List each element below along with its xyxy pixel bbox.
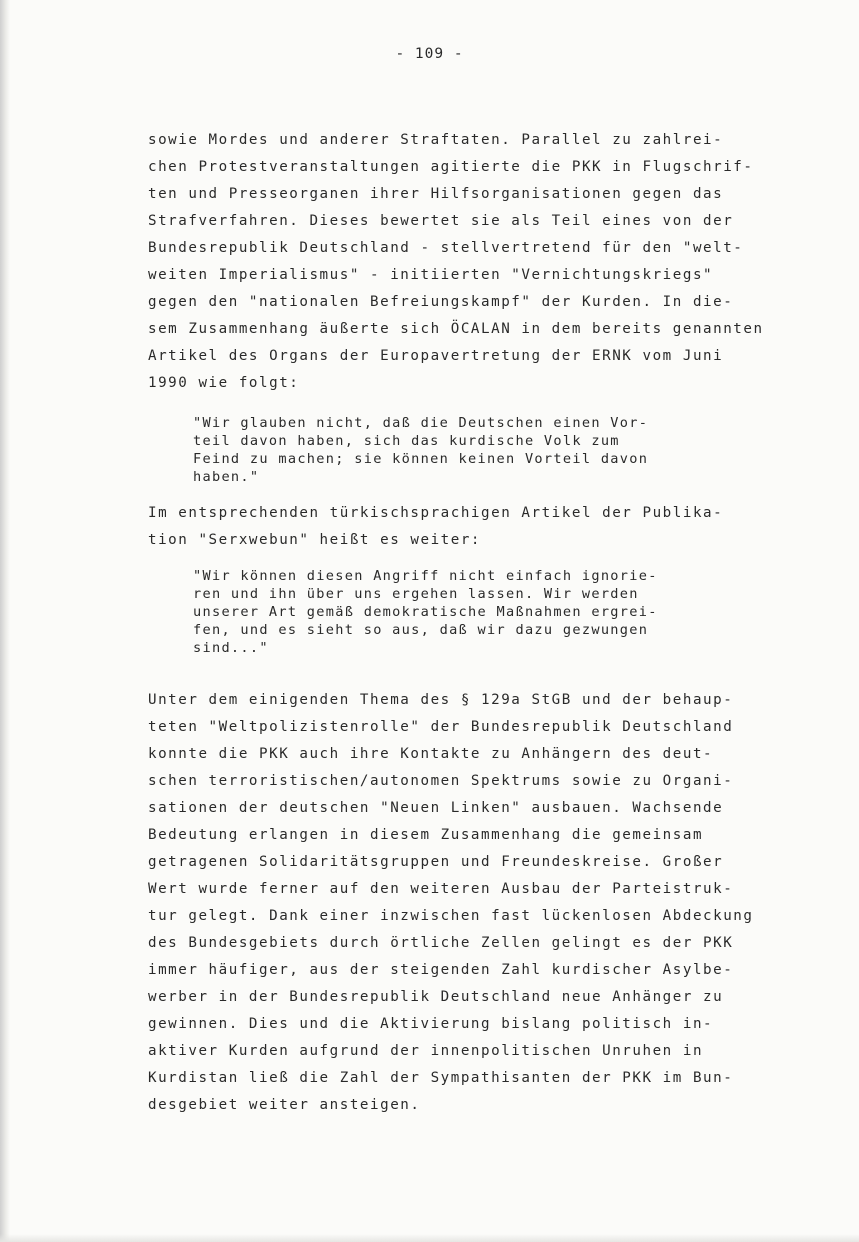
quote-line: haben." bbox=[193, 469, 260, 485]
text-line: Strafverfahren. Dieses bewertet sie als Teil eines von der bbox=[148, 213, 734, 229]
page-number: - 109 - bbox=[395, 46, 464, 62]
text-line: aktiver Kurden aufgrund der innenpolitischen Unruhen in bbox=[148, 1043, 704, 1059]
text-line: werber in der Bundesrepublik Deutschland neue Anhänger zu bbox=[148, 989, 724, 1005]
text-line: tur gelegt. Dank einer inzwischen fast lückenlosen Abdeckung bbox=[148, 908, 754, 924]
text-line: ten und Presseorganen ihrer Hilfsorganisationen gegen das bbox=[148, 186, 724, 202]
text-line: gegen den "nationalen Befreiungskampf" der Kurden. In die- bbox=[148, 294, 734, 310]
text-line: Bundesrepublik Deutschland - stellvertretend für den "welt- bbox=[148, 240, 744, 256]
text-line: Bedeutung erlangen in diesem Zusammenhang die gemeinsam bbox=[148, 827, 704, 843]
text-line: desgebiet weiter ansteigen. bbox=[148, 1097, 421, 1113]
quote-line: teil davon haben, sich das kurdische Volk zum bbox=[193, 433, 620, 449]
text-line: weiten Imperialismus" - initiierten "Vernichtungskriegs" bbox=[148, 267, 714, 283]
text-line: immer häufiger, aus der steigenden Zahl kurdischer Asylbe- bbox=[148, 962, 734, 978]
text-line: schen terroristischen/autonomen Spektrums sowie zu Organi- bbox=[148, 773, 734, 789]
quote-line: "Wir können diesen Angriff nicht einfach ignorie- bbox=[193, 568, 658, 584]
quote-line: Feind zu machen; sie können keinen Vorteil davon bbox=[193, 451, 649, 467]
quote-line: "Wir glauben nicht, daß die Deutschen einen Vor- bbox=[193, 415, 649, 431]
quote-line: unserer Art gemäß demokratische Maßnahmen ergrei- bbox=[193, 604, 658, 620]
text-line: tion "Serxwebun" heißt es weiter: bbox=[148, 532, 482, 548]
page-edge-shadow bbox=[0, 0, 10, 1242]
text-line: des Bundesgebiets durch örtliche Zellen gelingt es der PKK bbox=[148, 935, 734, 951]
text-line: Wert wurde ferner auf den weiteren Ausbau der Parteistruk- bbox=[148, 881, 734, 897]
text-line: Unter dem einigenden Thema des § 129a StGB und der behaup- bbox=[148, 692, 734, 708]
text-line: Artikel des Organs der Europavertretung der ERNK vom Juni bbox=[148, 348, 724, 364]
text-line: gewinnen. Dies und die Aktivierung bislang politisch in- bbox=[148, 1016, 714, 1032]
text-line: sem Zusammenhang äußerte sich ÖCALAN in dem bereits genannten bbox=[148, 321, 764, 337]
text-line: chen Protestveranstaltungen agitierte die PKK in Flugschrif- bbox=[148, 159, 754, 175]
text-line: getragenen Solidaritätsgruppen und Freundeskreise. Großer bbox=[148, 854, 724, 870]
text-line: konnte die PKK auch ihre Kontakte zu Anhängern des deut- bbox=[148, 746, 714, 762]
text-line: Kurdistan ließ die Zahl der Sympathisanten der PKK im Bun- bbox=[148, 1070, 734, 1086]
text-line: Im entsprechenden türkischsprachigen Artikel der Publika- bbox=[148, 505, 724, 521]
quote-line: fen, und es sieht so aus, daß wir dazu gezwungen bbox=[193, 622, 649, 638]
text-line: sationen der deutschen "Neuen Linken" ausbauen. Wachsende bbox=[148, 800, 724, 816]
text-line: sowie Mordes und anderer Straftaten. Parallel zu zahlrei- bbox=[148, 132, 724, 148]
text-line: teten "Weltpolizistenrolle" der Bundesrepublik Deutschland bbox=[148, 719, 734, 735]
text-line: 1990 wie folgt: bbox=[148, 375, 300, 391]
page-bottom-shadow bbox=[0, 1234, 859, 1242]
quote-line: ren und ihn über uns ergehen lassen. Wir werden bbox=[193, 586, 639, 602]
quote-line: sind..." bbox=[193, 640, 269, 656]
